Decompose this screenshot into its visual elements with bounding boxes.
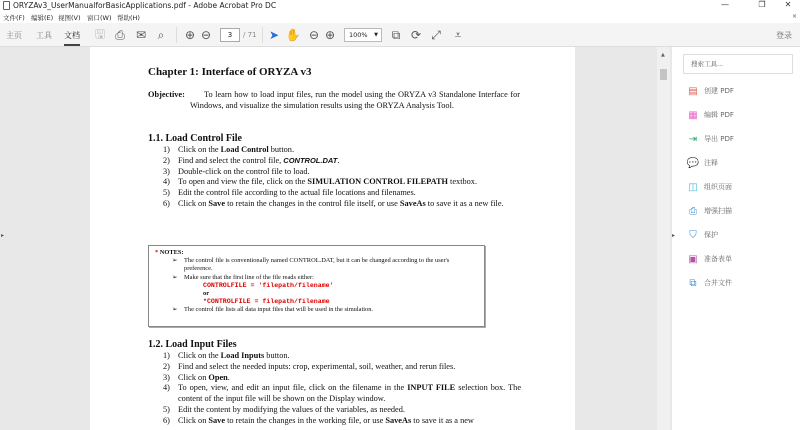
list-number: 3): [163, 372, 170, 382]
tool-label: 编辑 PDF: [704, 111, 734, 119]
list-number: 1): [163, 351, 170, 360]
text-segment: to retain the changes in the control file itself, or use: [225, 198, 400, 208]
zoom-out-icon[interactable]: ⊖: [308, 28, 320, 42]
text-segment: button.: [264, 351, 290, 360]
read-mode-icon[interactable]: ⩡: [454, 27, 462, 42]
tool-label: 保护: [704, 231, 718, 239]
menu-help[interactable]: 帮助(H): [117, 14, 140, 22]
menu-bar: [0, 12, 800, 23]
text-segment: Click on the: [178, 351, 221, 360]
bold-text: Save: [208, 198, 226, 208]
note-item: [155, 306, 478, 314]
tool-label: 组织页面: [704, 183, 732, 191]
select-cursor-icon[interactable]: ➤: [268, 28, 280, 42]
left-panel-toggle-icon[interactable]: ▸: [1, 232, 5, 239]
list-number: 4): [163, 383, 170, 393]
tool-create-pdf[interactable]: [687, 84, 734, 98]
objective-label: Objective:: [148, 90, 185, 99]
text-segment: textbox.: [447, 177, 478, 187]
text-segment: .: [227, 372, 230, 382]
objective-text: To learn how to load input files, run the model using the ORYZA v3 Standalone Interface for Windows, and visualize the simulation results using the ORYZA Analysis Tool.: [190, 90, 520, 110]
scrollbar-thumb[interactable]: [660, 69, 667, 80]
notes-title: [155, 249, 478, 257]
organize-pages-icon: ◫: [688, 181, 698, 193]
vertical-scrollbar[interactable]: [657, 47, 670, 430]
section-title-load-control: 1.1. Load Control File: [148, 133, 242, 144]
text-segment: Click on: [178, 372, 209, 382]
text-segment: Find and select the needed inputs: crop, experimental, soil, weather, and rerun files.: [178, 361, 456, 371]
tool-label: 注释: [704, 159, 718, 167]
text-segment: .: [337, 155, 340, 165]
list-number: 6): [163, 198, 170, 208]
menu-edit[interactable]: 编辑(E): [31, 14, 54, 22]
text-segment: To open and view the file, click on the: [178, 177, 308, 187]
export-pdf-icon: ⇥: [688, 133, 698, 145]
search-tools-input[interactable]: 搜索工具...: [683, 54, 793, 74]
menu-window[interactable]: 窗口(W): [87, 14, 112, 22]
save-icon[interactable]: 🖫: [94, 26, 106, 41]
list-number: 2): [163, 155, 170, 165]
notes-box: [148, 245, 485, 327]
list-number: 5): [163, 404, 170, 414]
code-line: CONTROLFILE = 'filepath/filename': [203, 281, 334, 289]
text-segment: Click on the: [178, 145, 221, 154]
comment-icon: 💬: [686, 157, 700, 169]
tool-export-pdf[interactable]: [687, 132, 734, 146]
title-bar: [0, 0, 800, 12]
combine-files-icon: ⧉: [689, 277, 697, 289]
note-text: The control file is conventionally named CONTROL.DAT, but it can be changed according to the user's preference.: [184, 257, 450, 273]
text-segment: Click on: [178, 198, 209, 208]
divider: [176, 27, 177, 43]
list-item: [163, 373, 521, 384]
login-button[interactable]: 登录: [776, 31, 792, 40]
bold-text: Load Control: [220, 145, 269, 154]
section-1-list: [163, 145, 521, 210]
email-icon[interactable]: ✉: [135, 28, 147, 42]
list-item: [163, 362, 521, 373]
tool-label: 导出 PDF: [704, 135, 734, 143]
objective: [148, 89, 520, 111]
tool-prepare-form[interactable]: [687, 252, 732, 266]
chevron-down-icon: ▼: [374, 32, 378, 38]
tool-label: 合并文件: [704, 279, 732, 287]
text-segment: Edit the content by modifying the values of the variables, as needed.: [178, 404, 405, 414]
chapter-title: Chapter 1: Interface of ORYZA v3: [148, 66, 312, 78]
tool-label: 增强扫描: [704, 207, 732, 215]
text-segment: to retain the changes in the working file, or use: [225, 415, 386, 425]
asterisk: *: [155, 249, 159, 256]
bold-text: Open: [208, 372, 228, 382]
create-pdf-icon: ▤: [688, 85, 698, 97]
code-line: *CONTROLFILE = filepath/filename: [203, 298, 330, 306]
list-number: 6): [163, 415, 170, 425]
scroll-up-icon[interactable]: ▲: [661, 52, 665, 58]
bold-text: SaveAs: [385, 415, 412, 425]
close-document-button[interactable]: ×: [791, 13, 797, 20]
notes-heading: NOTES:: [158, 249, 184, 256]
or-text: or: [203, 290, 210, 298]
tool-label: 准备表单: [704, 255, 732, 263]
zoom-level-value: 100%: [349, 31, 368, 39]
list-number: 1): [163, 145, 170, 154]
note-item: [155, 274, 478, 282]
list-number: 3): [163, 166, 170, 176]
bold-text: SaveAs: [399, 198, 426, 208]
enhance-scan-icon: ⎙: [689, 205, 697, 217]
pdf-file-icon: [3, 1, 10, 10]
arrow-bullet-icon: ➢: [172, 306, 178, 314]
text-segment: button.: [268, 145, 295, 154]
tool-edit-pdf[interactable]: [687, 108, 734, 122]
text-segment: to save it as a new file.: [425, 198, 504, 208]
text-segment: To open, view, and edit an input file, click on the filename in the: [178, 383, 408, 393]
hand-tool-icon[interactable]: ✋: [285, 28, 301, 42]
list-item: [163, 156, 521, 167]
list-item: [163, 383, 521, 405]
tool-organize-pages[interactable]: [687, 180, 732, 194]
list-number: 5): [163, 188, 170, 198]
text-segment: Find and select the control file,: [178, 155, 284, 165]
window-title: ORYZAv3_UserManualforBasicApplications.pdf - Adobe Acrobat Pro DC: [13, 1, 277, 10]
minimize-button[interactable]: —: [721, 0, 729, 9]
full-screen-icon[interactable]: ⤢: [431, 27, 441, 42]
menu-view[interactable]: 视图(V): [58, 14, 81, 22]
rotate-icon[interactable]: ⟳: [410, 28, 422, 42]
list-number: 2): [163, 361, 170, 371]
page-total: / 71: [243, 31, 257, 39]
page-number-input[interactable]: 3: [220, 28, 240, 42]
toolbar: [0, 23, 800, 47]
search-icon[interactable]: ⌕: [157, 27, 165, 42]
note-text: The control file lists all data input files that will be used in the simulation.: [184, 306, 374, 314]
right-panel-toggle-icon[interactable]: ▸: [672, 232, 676, 239]
print-icon[interactable]: ⎙: [115, 27, 125, 42]
tool-label: 创建 PDF: [704, 87, 734, 95]
bold-text: Save: [208, 415, 226, 425]
protect-icon: ⛉: [689, 229, 697, 241]
list-number: 4): [163, 177, 170, 187]
tab-tools[interactable]: 工具: [36, 31, 52, 40]
document-viewer: [0, 47, 672, 430]
tool-enhance-scan[interactable]: [687, 204, 732, 218]
zoom-in-icon[interactable]: ⊕: [324, 28, 336, 42]
italic-filename: CONTROL.DAT: [283, 155, 338, 165]
tab-document[interactable]: 文档: [64, 31, 80, 40]
previous-page-icon[interactable]: ⊕: [184, 28, 196, 42]
close-button[interactable]: ✕: [784, 0, 792, 9]
tab-home[interactable]: 主页: [6, 31, 22, 40]
zoom-level-select[interactable]: [344, 28, 382, 42]
section-2-list: [163, 351, 521, 427]
next-page-icon[interactable]: ⊖: [200, 28, 212, 42]
list-item: [163, 145, 521, 156]
text-segment: Edit the control file according to the actual file locations and filenames.: [178, 188, 416, 198]
list-item: [163, 351, 521, 362]
list-item: [163, 188, 521, 199]
menu-file[interactable]: 文件(F): [3, 14, 25, 22]
note-item: [155, 257, 478, 273]
arrow-bullet-icon: ➢: [172, 273, 178, 281]
text-segment: selection box. The content of the input file will be shown on the Display window.: [178, 383, 522, 404]
tool-combine-files[interactable]: [687, 276, 732, 290]
maximize-button[interactable]: ❐: [758, 0, 766, 9]
list-item: [163, 167, 521, 178]
edit-pdf-icon: ▦: [688, 109, 698, 121]
list-item: [163, 416, 521, 427]
tool-comment[interactable]: [687, 156, 718, 170]
text-segment: Double-click on the control file to load.: [178, 166, 310, 176]
bold-text: INPUT FILE: [407, 383, 456, 393]
bold-text: SIMULATION CONTROL FILEPATH: [307, 177, 448, 187]
tool-protect[interactable]: [687, 228, 718, 242]
pdf-page: [90, 47, 575, 430]
arrow-bullet-icon: ➢: [172, 257, 178, 265]
bold-text: Load Inputs: [220, 351, 265, 360]
divider: [262, 27, 263, 43]
list-item: [163, 405, 521, 416]
list-item: [163, 199, 521, 210]
text-segment: to save it as a new: [411, 415, 474, 425]
text-segment: Click on: [178, 415, 209, 425]
section-title-load-inputs: 1.2. Load Input Files: [148, 339, 237, 350]
list-item: [163, 177, 521, 188]
prepare-form-icon: ▣: [688, 253, 698, 265]
fit-page-icon[interactable]: ⧉: [391, 27, 401, 42]
note-text: Make sure that the first line of the file reads either:: [184, 273, 314, 281]
tools-panel: [677, 47, 800, 430]
